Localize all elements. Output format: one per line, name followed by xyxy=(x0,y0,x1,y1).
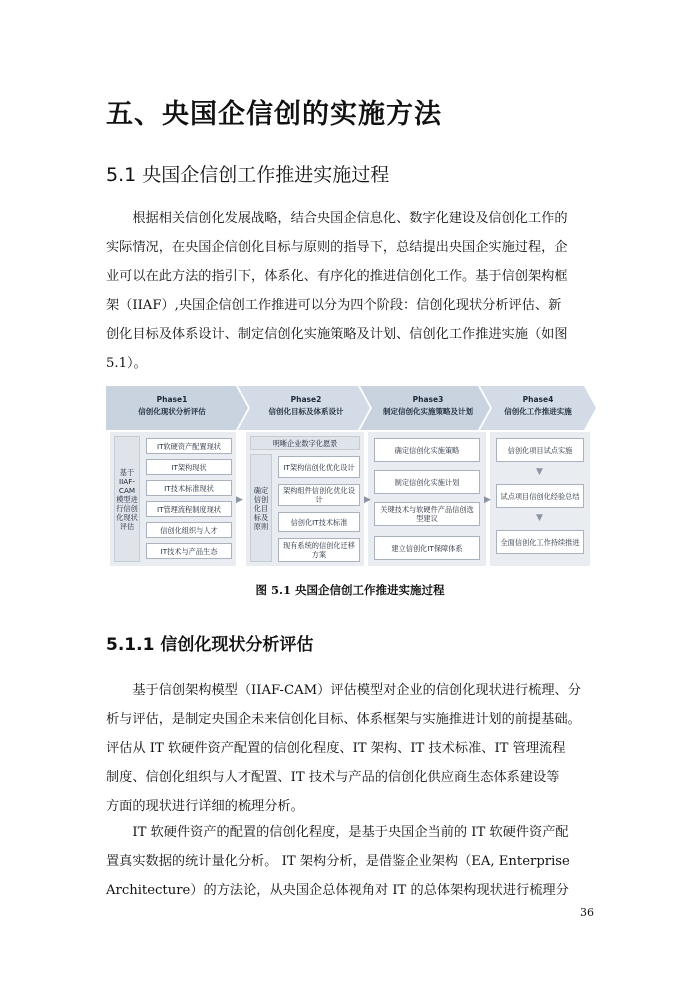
page-number: 36 xyxy=(580,906,594,919)
phase-3-title: 制定信创化实施策略及计划 xyxy=(383,407,473,416)
p3-item: 确定信创化实施策略 xyxy=(374,438,480,462)
p1-item: IT技术与产品生态 xyxy=(146,543,232,559)
phase-2-name: Phase2 xyxy=(290,395,322,404)
phase-4-title: 信创化工作推进实施 xyxy=(504,407,572,416)
paragraph-line: 架（IIAF）,央国企信创工作推进可以分为四个阶段：信创化现状分析评估、新 xyxy=(106,298,562,313)
p1-item: IT技术标准现状 xyxy=(146,480,232,496)
p2-item: 现有系统的信创化迁移方案 xyxy=(278,538,360,562)
phase-2-label xyxy=(246,394,366,418)
phase-4-label xyxy=(486,394,590,418)
right-arrow-icon: ▶ xyxy=(236,495,243,505)
p1-item: IT软硬资产配置现状 xyxy=(146,438,232,454)
p2-top-box: 明晰企业数字化愿景 xyxy=(250,436,360,450)
p1-item: 信创化组织与人才 xyxy=(146,522,232,538)
paragraph-intro xyxy=(106,204,594,378)
subsection-heading: 5.1.1 信创化现状分析评估 xyxy=(106,635,314,655)
right-arrow-icon: ▶ xyxy=(364,495,371,505)
paragraph-line: 实际情况，在央国企信创化目标与原则的指导下，总结提出央国企实施过程，企 xyxy=(106,240,568,255)
phase-1-title: 信创化现状分析评估 xyxy=(138,407,206,416)
paragraph-assessment xyxy=(106,676,594,821)
paragraph-line: Architecture）的方法论，从央国企总体视角对 IT 的总体架构现状进行梳理分 xyxy=(106,883,569,898)
phase-1-label xyxy=(106,394,238,418)
p2-item: IT架构信创化优化设计 xyxy=(278,456,360,478)
down-arrow-icon: ▼ xyxy=(536,467,543,477)
p1-item: IT架构现状 xyxy=(146,459,232,475)
figure-caption: 图 5.1 央国企信创工作推进实施过程 xyxy=(255,583,445,597)
page-title: 五、央国企信创的实施方法 xyxy=(106,99,442,130)
paragraph-line: 方面的现状进行详细的梳理分析。 xyxy=(106,799,304,814)
p1-left-box: 基于IIAF-CAM模型进行信创化现状评估 xyxy=(114,436,140,562)
process-diagram xyxy=(106,386,596,568)
paragraph-line: 5.1）。 xyxy=(106,356,147,371)
p4-item: 试点项目信创化经验总结 xyxy=(496,484,584,508)
p3-item: 关键技术与软硬件产品信创选型建议 xyxy=(374,502,480,526)
p2-item: 架构组件信创化优化设计 xyxy=(278,484,360,506)
p4-item: 全面信创化工作持续推进 xyxy=(496,530,584,554)
paragraph-line: 置真实数据的统计量化分析。 IT 架构分析，是借鉴企业架构（EA, Enterprise xyxy=(106,854,570,869)
phase-3-name: Phase3 xyxy=(412,395,444,404)
paragraph-line: 业可以在此方法的指引下，体系化、有序化的推进信创化工作。基于信创架构框 xyxy=(106,269,568,284)
p4-item: 信创化项目试点实施 xyxy=(496,438,584,462)
paragraph-line: 基于信创架构模型（IIAF-CAM）评估模型对企业的信创化现状进行梳理、分 xyxy=(106,683,581,698)
paragraph-line: 析与评估，是制定央国企未来信创化目标、体系框架与实施推进计划的前提基础。 xyxy=(106,712,581,727)
section-heading: 5.1 央国企信创工作推进实施过程 xyxy=(106,164,390,186)
p3-item: 建立信创化IT保障体系 xyxy=(374,536,480,560)
paragraph-line: 创化目标及体系设计、制定信创化实施策略及计划、信创化工作推进实施（如图 xyxy=(106,327,568,342)
paragraph-it-assets xyxy=(106,818,594,905)
p3-item: 制定信创化实施计划 xyxy=(374,470,480,494)
paragraph-line: 根据相关信创化发展战略，结合央国企信息化、数字化建设及信创化工作的 xyxy=(106,211,568,226)
paragraph-line: 制度、信创化组织与人才配置、IT 技术与产品的信创化供应商生态体系建设等 xyxy=(106,770,560,785)
p2-item: 信创化IT技术标准 xyxy=(278,512,360,532)
p2-left-box: 确定信创化目标及原则 xyxy=(250,454,272,562)
phase-4-name: Phase4 xyxy=(522,395,554,404)
phase-2-title: 信创化目标及体系设计 xyxy=(268,407,344,416)
p1-item: IT管理流程制度现状 xyxy=(146,501,232,517)
paragraph-line: 评估从 IT 软硬件资产配置的信创化程度、IT 架构、IT 技术标准、IT 管理流程 xyxy=(106,741,566,756)
phase-3-label xyxy=(368,394,488,418)
right-arrow-icon: ▶ xyxy=(484,495,491,505)
paragraph-line: IT 软硬件资产的配置的信创化程度，是基于央国企当前的 IT 软硬件资产配 xyxy=(106,825,569,840)
down-arrow-icon: ▼ xyxy=(536,513,543,523)
phase-1-name: Phase1 xyxy=(156,395,188,404)
